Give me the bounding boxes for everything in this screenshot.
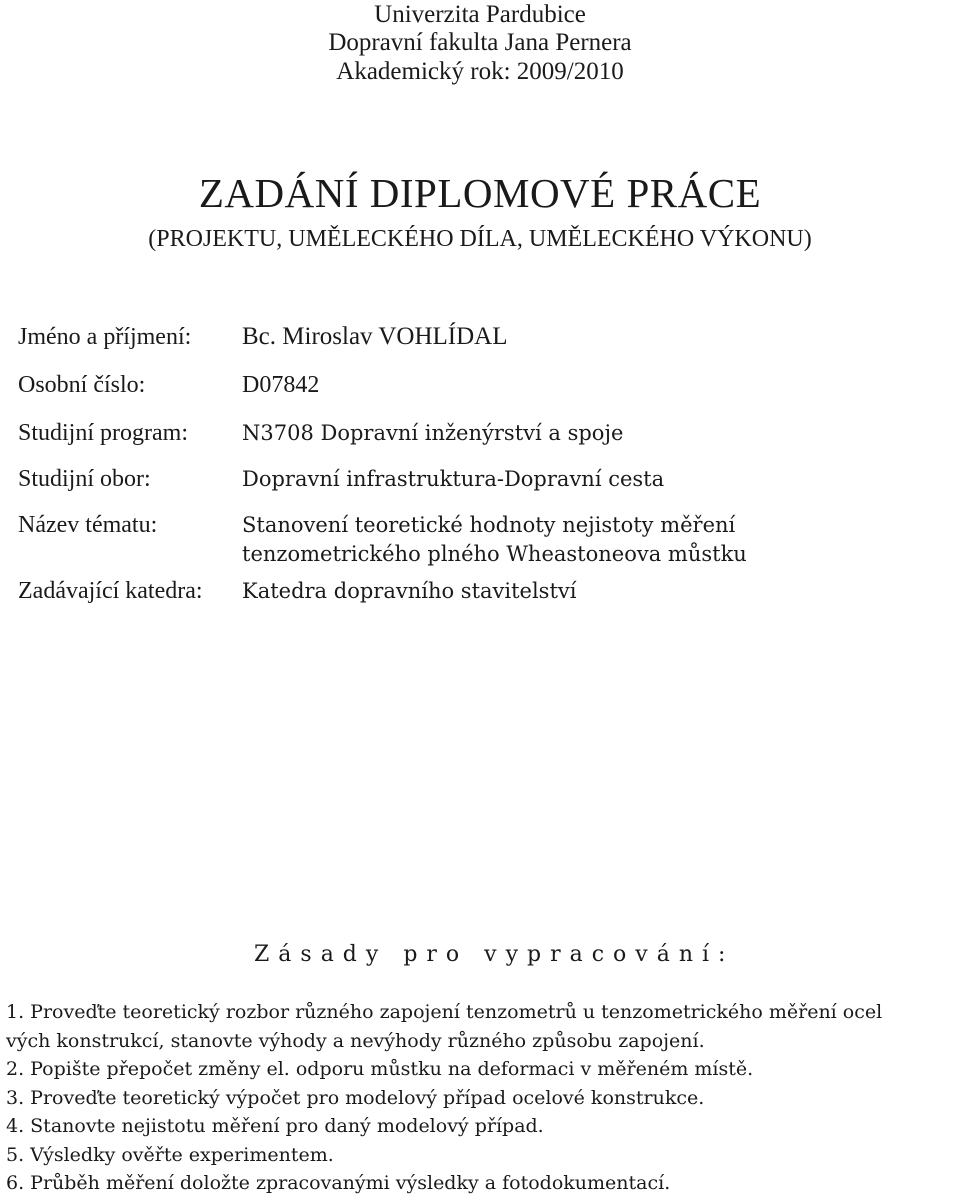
department-label: Zadávající katedra: [18,578,203,604]
program-label: Studijní program: [18,420,188,446]
document-title: ZADÁNÍ DIPLOMOVÉ PRÁCE [198,170,762,216]
personal-number-label: Osobní číslo: [18,372,146,398]
faculty-name: Dopravní fakulta Jana Pernera [328,29,632,56]
topic-value-line2: tenzometrického plného Wheastoneova můstku [242,542,747,566]
guideline-line: 3. Proveďte teoretický výpočet pro modelový případ ocelové konstrukce. [6,1086,705,1109]
department-value: Katedra dopravního stavitelství [242,579,577,603]
guideline-line: 5. Výsledky ověřte experimentem. [6,1143,334,1166]
guideline-line: 6. Průběh měření doložte zpracovanými výsledky a fotodokumentací. [6,1172,671,1194]
guideline-line: 1. Proveďte teoretický rozbor různého zapojení tenzometrů u tenzometrického měření ocel [6,1001,883,1023]
guidelines-heading: Zásady pro vypracování: [254,942,735,967]
document-subtitle: (PROJEKTU, UMĚLECKÉHO DÍLA, UMĚLECKÉHO VÝKONU) [148,226,812,252]
guideline-line: 2. Popište přepočet změny el. odporu můstku na deformaci v měřeném místě. [6,1058,754,1080]
guideline-line: 4. Stanovte nejistotu měření pro daný modelový případ. [6,1115,544,1137]
program-value: N3708 Dopravní inženýrství a spoje [242,421,624,445]
field-of-study-label: Studijní obor: [18,466,151,492]
field-of-study-value: Dopravní infrastruktura-Dopravní cesta [242,467,665,491]
guideline-line: vých konstrukcí, stanovte výhody a nevýhody různého způsobu zapojení. [6,1029,705,1052]
guidelines-list [6,998,960,1198]
university-name: Univerzita Pardubice [374,1,586,28]
name-label: Jméno a příjmení: [18,324,192,350]
academic-year: Akademický rok: 2009/2010 [336,58,624,85]
name-value: Bc. Miroslav VOHLÍDAL [242,323,508,350]
topic-label: Název tématu: [18,512,158,538]
personal-number-value: D07842 [242,372,320,398]
topic-value-line1: Stanovení teoretické hodnoty nejistoty měření [242,513,736,537]
